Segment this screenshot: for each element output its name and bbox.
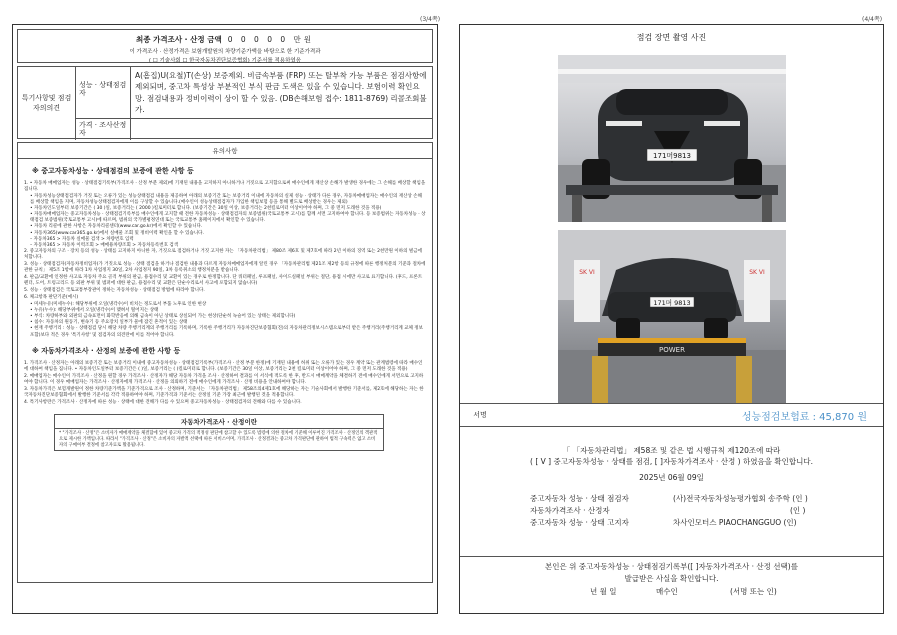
buyer-label: 매수인 bbox=[656, 587, 678, 596]
note-item: • 부식: 차량하부와 외판의 금속표면이 화학반응에 의해 금속이 아닌 상태로 상실되어 가는 현상(단순히 녹슬어 있는 상태는 제외합니다) bbox=[30, 314, 296, 320]
final-price-title: 최종 가격조사 · 산정 금액 bbox=[135, 35, 222, 44]
buyer-sign: (서명 또는 인) bbox=[730, 587, 777, 596]
special-notes-table bbox=[17, 66, 433, 139]
price-definition-title: 자동차가격조사 · 산정이란 bbox=[55, 415, 383, 429]
buyer-line-2: 발급받은 사실을 확인합니다. bbox=[624, 574, 719, 583]
price-definition-text: * "가격조사 · 산정"은 소비자가 매매계약을 체결함에 있어 중고차 가격의 적정성 판단에 참고할 수 있도록 법령에 의한 절차에 기준해 이루어진 가격조사 · 산정인의 객관적으로 제시한 가액입니다. 따라서 "가격조사 · 산정"은 소비자의 자발적 선택에 따른 서비스이며, 가격조사 · 산정결과는 중고차 가격판단에 관하여 법적 구속력은 없고 소비자의 구매여부 결정에 참고자료로 활용됩니다. bbox=[59, 431, 378, 448]
note-item: 3. 성능 · 상태점검자(자동차정비업자)가 거짓으로 성능 · 상태 점검을 하거나 점검한 내용과 다르게 자동차매매업자에게 알린 경우 「자동차관리법 제21조 제2항 등의 규정에 따른 행정처분의 기준과 절차에 관한 규칙」 제5조 1항에 따라 1차 사업정지 30일, 2차 사업정지 90일, 3차 등록취소의 행정처분을 받습니다. bbox=[24, 261, 426, 273]
inspector-opinion: A(흠집)U(요철)T(손상) 보증제외. 비금속부품 (FRP) 또는 탈부착 가능 부품은 점검사항에 제외되며, 중고차 특성상 부분적인 부식 판금 도색은 있을 수 있습니다. 보험이력 확인요망. 점검내용과 정비이력이 상이 할 수 있음. (DB손해보험 접수: 1811-8769) 리콜조회불가. bbox=[131, 67, 432, 119]
price-section-title: ※ 자동차가격조사 · 산정의 보증에 관한 사항 등 bbox=[32, 346, 181, 355]
note-item: 1. • 자동차 매매업자는 성능 · 상태점검기록부(가격조사 · 산정 부분 제외)에 기재된 내용을 고지하지 아니하거나 거짓으로 고지함으로써 매수인에게 재산상 손해가 발생한 경우에는 그 손해를 배상할 책임을 집니다. bbox=[24, 181, 426, 193]
note-item: 2. 매매업자는 매수인이 가격조사 · 산정을 원할 경우 가격조사 · 산정자가 해당 자동차 가격을 조사 · 산정하여 결과를 이 서식에 적도록 한 후, 반드시 매매계약을 체결하기 전에 매수인에게 서면으로 고지하여야 합니다. 이 경우 매매업자는 가격조사 · 산정자에게 가격조사 · 산정을 의뢰하기 전에 매수인에게 가격조사 · 산정 비용을 안내하여야 합니다. bbox=[24, 373, 424, 385]
assessor-role: 자동차가격조사 · 산정자 bbox=[530, 506, 610, 515]
cert-line-1: 「 「자동차관리법」 제58조 및 같은 법 시행규칙 제120조에 따라 bbox=[562, 446, 781, 455]
page-number-right: (4/4쪽) bbox=[862, 16, 883, 23]
price-definition-box bbox=[54, 414, 384, 451]
notes-box bbox=[17, 158, 433, 583]
page-number-left: (3/4쪽) bbox=[420, 16, 441, 23]
note-item: 1. 가격조사 · 산정자는 아래의 보증기간 또는 보증거리 이내에 중고자동차성능 · 상태점검기록부(가격조사 · 산정 부분 한정)에 기재된 내용에 허위 또는 오류가 있는 경우 계약 또는 관계법령에 따라 매수인에 대하여 책임을 집니다. • 자동차인도일부터 보증기간은 ( )일, 보증거리는 ( )킬로미터로 합니다. (보증기간은 30일 이상, 보증거리는 2천 킬로미터 이상이어야 하며, 그 중 먼저 도래한 것을 적용) bbox=[24, 360, 423, 372]
price-items bbox=[24, 361, 426, 406]
note-item: 3. 자동차가격은 보험개발원이 정한 차량기준가액을 기준가격으로 조사 · 산정하며, 기준서는 「자동차관리법」 제58조의4제1호에 해당하는 자는 기술사회에서 발행한 기준서를, 제2호에 해당하는 자는 한국자동차진단보증협회에서 발행한 기준서를 각각 적용하여야 하며, 기준가격과 기준서는 산정일 기준 가장 최근에 발행된 것을 적용합니다. bbox=[24, 386, 424, 398]
note-item: • 현재 주행거리 : 성능 · 상태점검 당시 해당 차량 주행거리계의 주행거리를 기록하며, 기록한 주행거리가 자동차진단보증협회(진)의 자동차관리정보시스템으로부터 받은 주행거리(주행거리계 교체 정보 포함)보다 적은 경우 '특기사항' 및 점검자의 의견란에 이를 적어야 합니다. bbox=[30, 326, 424, 338]
note-item: 6. 체크항목 판단기준(예시) bbox=[24, 295, 79, 301]
standard-options: ( ☐ 기술사회 ☐ 한국자동차진단보증협회) 기준서를 적용하였음 bbox=[148, 58, 302, 64]
cert-date: 2025년 06월 09일 bbox=[639, 472, 704, 482]
car-front-drawing bbox=[558, 55, 786, 222]
brand-mark-left: SK VI bbox=[579, 269, 595, 276]
note-item: • 미세누유(미세누수): 해당부위에 오일(냉각수)이 비치는 정도로서 부품 노후로 인한 현상 bbox=[30, 302, 207, 308]
certification-text bbox=[460, 445, 883, 483]
note-item: • 자동차인도일부터 보증기간은 ( 30 )일, 보증거리는 ( 2000 )킬로미터로 합니다. (보증기간은 30일 이상, 보증거리는 2천킬로미터 이상이어야 하며, 그 중 먼저 도래한 것을 적용) bbox=[30, 206, 382, 212]
inspector-name: (사)전국자동차성능평가협회 송주학 (인 ) bbox=[673, 494, 808, 503]
left-page bbox=[12, 24, 438, 614]
signature-row bbox=[460, 403, 883, 427]
inspection-photo-lift bbox=[558, 230, 786, 404]
warranty-section-title: ※ 중고자동차성능 · 상태점검의 보증에 관한 사항 등 bbox=[32, 167, 194, 175]
price-assessor-label: 가격 · 조사산정자 bbox=[76, 119, 131, 140]
notifier-name: 차사인모터스 PIAOCHANGGUO (인) bbox=[673, 518, 797, 527]
rear-plate: 171머 9813 bbox=[653, 299, 691, 307]
special-notes-header: 특기사항및 점검자의의견 bbox=[18, 67, 76, 140]
warranty-items bbox=[24, 181, 426, 339]
price-assessor-opinion bbox=[131, 119, 432, 140]
photo-title: 점검 장면 촬영 사진 bbox=[636, 33, 707, 42]
note-item: – 자동차365 > 자동차 이력조회 > 매매용차량조회 > 자동차등록번호 검색 bbox=[30, 242, 179, 248]
inspector-label: 성능 · 상태점검자 bbox=[76, 67, 131, 119]
final-price-box bbox=[17, 29, 433, 63]
inspection-photo-front bbox=[558, 55, 786, 222]
signature-label: 서명 bbox=[473, 411, 487, 419]
note-item: • 자동차 리콜에 관한 사항은 자동차리콜센터(www.car.go.kr)에서 확인할 수 있습니다. bbox=[30, 224, 203, 230]
insurance-fee: 성능점검보험료 : 45,870 원 bbox=[741, 412, 867, 423]
front-plate: 171머9813 bbox=[653, 152, 691, 160]
note-item: • 자동차365(www.car365.go.kr)에서 실매물 조회 및 정비이력 확인을 할 수 있습니다. bbox=[30, 230, 204, 236]
right-page bbox=[459, 24, 884, 614]
notes-header: 유의사항 bbox=[17, 142, 433, 159]
note-item: 4. 특기사항란은 가격조사 · 산정자에 따른 성능 · 상태에 대한 견해가 다를 수 있으며 중고자동차성능 · 상태점검자의 견해와 다를 수 있습니다. bbox=[24, 399, 302, 405]
final-price-amount: 0 0 0 0 0 만원 bbox=[227, 35, 315, 44]
brand-mark-right: SK VI bbox=[749, 269, 765, 276]
final-price-note: 이 가격조사 · 산정가격은 보험개발원의 차량기준가액을 바탕으로 한 기준가격과 bbox=[129, 49, 321, 55]
note-item: • 자동차성능상태점검자가 거짓 또는 오류가 있는 성능상태점검 내용을 제공하여 아래의 보증기간 또는 보증거리 이내에 자동차의 실제 성능 · 상태가 다른 경우, 자동차매매업자는 매수인의 재산상 손해를 배상할 책임을 지며, 자동차성능상태점검자에게 이를 구상할 수 있습니다.(매수인이 성능상태점검자가 가입한 책임보험 등을 통해 별도로 배상받는 경우는 제외) bbox=[30, 194, 422, 206]
cert-line-2: ( [ V ] 중고자동차성능 · 상태를 점검, [ ]자동차가격조사 · 산정 ) 하였음을 확인합니다. bbox=[530, 457, 813, 467]
note-item: • 자동차매매업자는 중고자동차성능 · 상태점검기록부를 매수인에게 고지할 때 전한 자동차성능 · 상태점검자의 보증범위(국토교통부 고시)를 함께 서면 고지하여야 합니다. 등 보증범위는 자동차성능 · 상태점검 보증범위(국토교통부 고시)에 따르며, 범위의 국가별평정연대 또는 국토교통부 홈페이지에서 확인할 수 있습니다. bbox=[30, 212, 426, 224]
note-item: 4. 판금/교환에 인정한 사고로 자동차 주요 골격 부위의 판금, 용접수리 및 교환이 있는 경우로 한정합니다. 단 쿼터패널, 루프패널, 사이드실패널 부위는 절단, 용접 시에만 사고로 표기합니다. (후드, 프론트펜더, 도어, 트렁크리드 등 외판 부위 및 범퍼에 대한 판금, 용접수리 및 교환은 단순수리로서 사고에 포함되지 않습니다) bbox=[24, 274, 423, 286]
car-lift-drawing bbox=[558, 230, 786, 404]
note-item: 2. 중고자동차의 구조 · 장치 등의 성능 · 상태를 고지하지 아니한 자, 거짓으로 점검하거나 거짓 고지한 자는 「자동차관리법」 제80조 제6호 및 제7호에 따라 2년 이하의 징역 또는 2천만원 이하의 벌금에 처합니다. bbox=[24, 248, 422, 260]
buyer-confirmation bbox=[460, 556, 883, 585]
note-item: • 누유(누수): 해당부위에서 오일(냉각수)이 맺혀서 떨어지는 상태 bbox=[30, 308, 159, 314]
lift-label: POWER bbox=[659, 346, 685, 354]
buyer-date: 년 월 일 bbox=[590, 587, 617, 596]
note-item: – 자동차365 > 자동차 실매물 검색 > 차량번호 입력 bbox=[30, 236, 134, 242]
note-item: 5. 성능 · 상태점검은 국토교통부장관이 정하는 자동차성능 · 상태점검 방법에 따라야 합니다. bbox=[24, 288, 205, 294]
inspector-role: 중고자동차 성능 · 상태 점검자 bbox=[530, 494, 629, 503]
note-item: • 침수: 자동차의 원동기, 변속기 등 주요장치 일부가 물에 잠긴 흔적이 있는 상태 bbox=[30, 320, 188, 326]
notifier-role: 중고자동차 성능 · 상태 고지자 bbox=[530, 518, 629, 527]
buyer-line-1: 본인은 위 중고자동차성능 · 상태점검기록부([ ]자동차가격조사 · 산정 선택)를 bbox=[545, 562, 798, 571]
assessor-name: (인 ) bbox=[790, 506, 806, 515]
